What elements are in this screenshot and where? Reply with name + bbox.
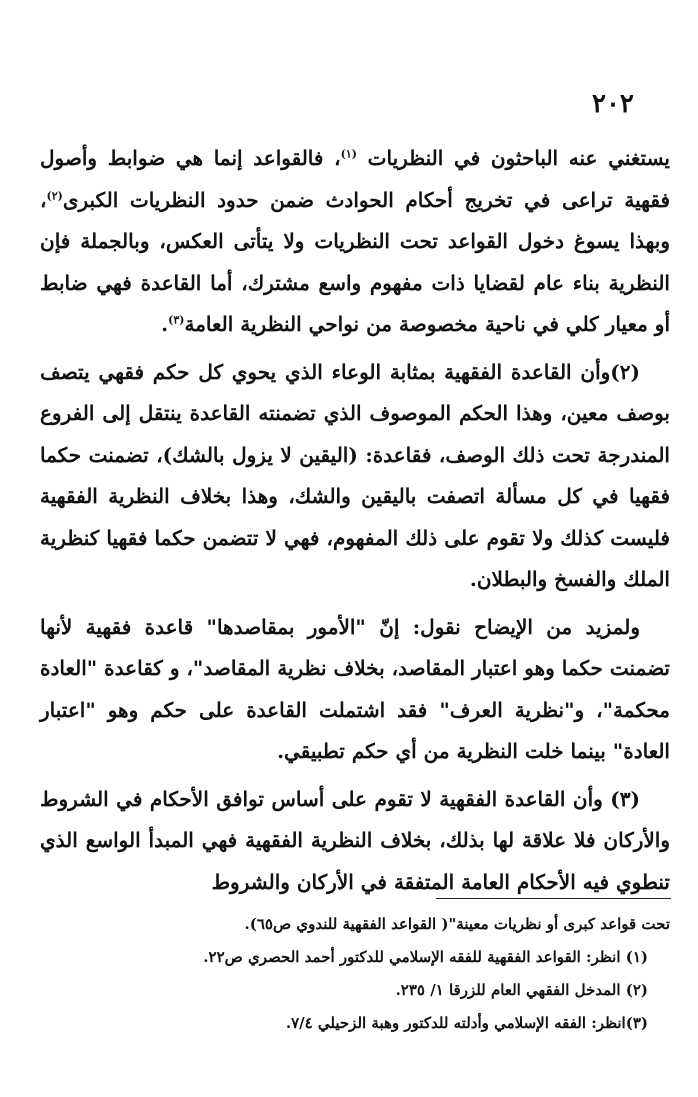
paragraph-1-text-b: ، فالقواعد إنما هي ضوابط وأصول فقهية تراعى في تخريج أحكام الحوادث ضمن حدود النظريات الكبرى (40, 146, 670, 212)
paragraph-4: (٣) وأن القاعدة الفقهية لا تقوم على أساس توافق الأحكام في الشروط والأركان فلا علاقة لها بذلك، بخلاف النظرية الفقهية فهي المبدأ الواسع الذي تنطوي فيه الأحكام العامة المتفقة في الأركان والشروط (40, 786, 670, 894)
footnote-1: (١) انظر: القواعد الفقهية للفقه الإسلامي للدكتور أحمد الحصري ص٢٢. (203, 948, 648, 966)
paragraph-1 (40, 138, 670, 346)
footnote-continuation: تحت قواعد كبرى أو نظريات معينة"( القواعد الفقهية للندوي ص٦٥). (244, 915, 670, 933)
footnote-ref-3: (٣) (168, 313, 185, 327)
paragraph-1-text-d: . (161, 312, 169, 336)
paragraph-1-text-a: يستغني عنه الباحثون في النظريات (356, 146, 670, 170)
footnote-ref-1: (١) (340, 147, 357, 161)
footnotes (40, 908, 670, 1040)
footnote-3: (٣)انظر: الفقه الإسلامي وأدلته للدكتور وهبة الزحيلي ٧/٤. (285, 1014, 648, 1032)
paragraph-3: ولمزيد من الإيضاح نقول: إنّ "الأمور بمقاصدها" قاعدة فقهية لأنها تضمنت حكما وهو اعتبار المقاصد، بخلاف نظرية المقاصد"، و كقاعدة "العادة محكمة"، و"نظرية العرف" فقد اشتملت القاعدة على حكم وهو "اعتبار العادة" بينما خلت النظرية من أي حكم تطبيقي. (40, 614, 671, 763)
footnote-separator (436, 898, 671, 899)
main-text (40, 138, 670, 909)
paragraph-1-text-c: ، وبهذا يسوغ دخول القواعد تحت النظريات ولا يتأتى العكس، وبالجملة فإن النظرية بناء عام لقضايا ذات مفهوم واسع مشترك، أما القاعدة فهي ضابط أو معيار كلي في ناحية مخصوصة من نواحي النظرية العامة (40, 187, 670, 336)
paragraph-2: (٢)وأن القاعدة الفقهية بمثابة الوعاء الذي يحوي كل حكم فقهي يتصف بوصف معين، وهذا الحكم الموصوف الذي تضمنته القاعدة ينتقل إلى الفروع المندرجة تحت ذلك الوصف، فقاعدة: (اليقين لا يزول بالشك)، تضمنت حكما فقهيا في كل مسألة اتصفت باليقين والشك، وهذا بخلاف النظرية الفقهية فليست كذلك ولا تقوم على ذلك المفهوم، فهي لا تتضمن حكما فقهيا كنظرية الملك والفسخ والبطلان. (40, 359, 670, 591)
page-number: ٢٠٢ (592, 89, 634, 119)
footnote-ref-2: (٢) (46, 188, 63, 202)
footnote-2: (٢) المدخل الفقهي العام للزرقا ١/ ٢٣٥. (395, 981, 648, 999)
